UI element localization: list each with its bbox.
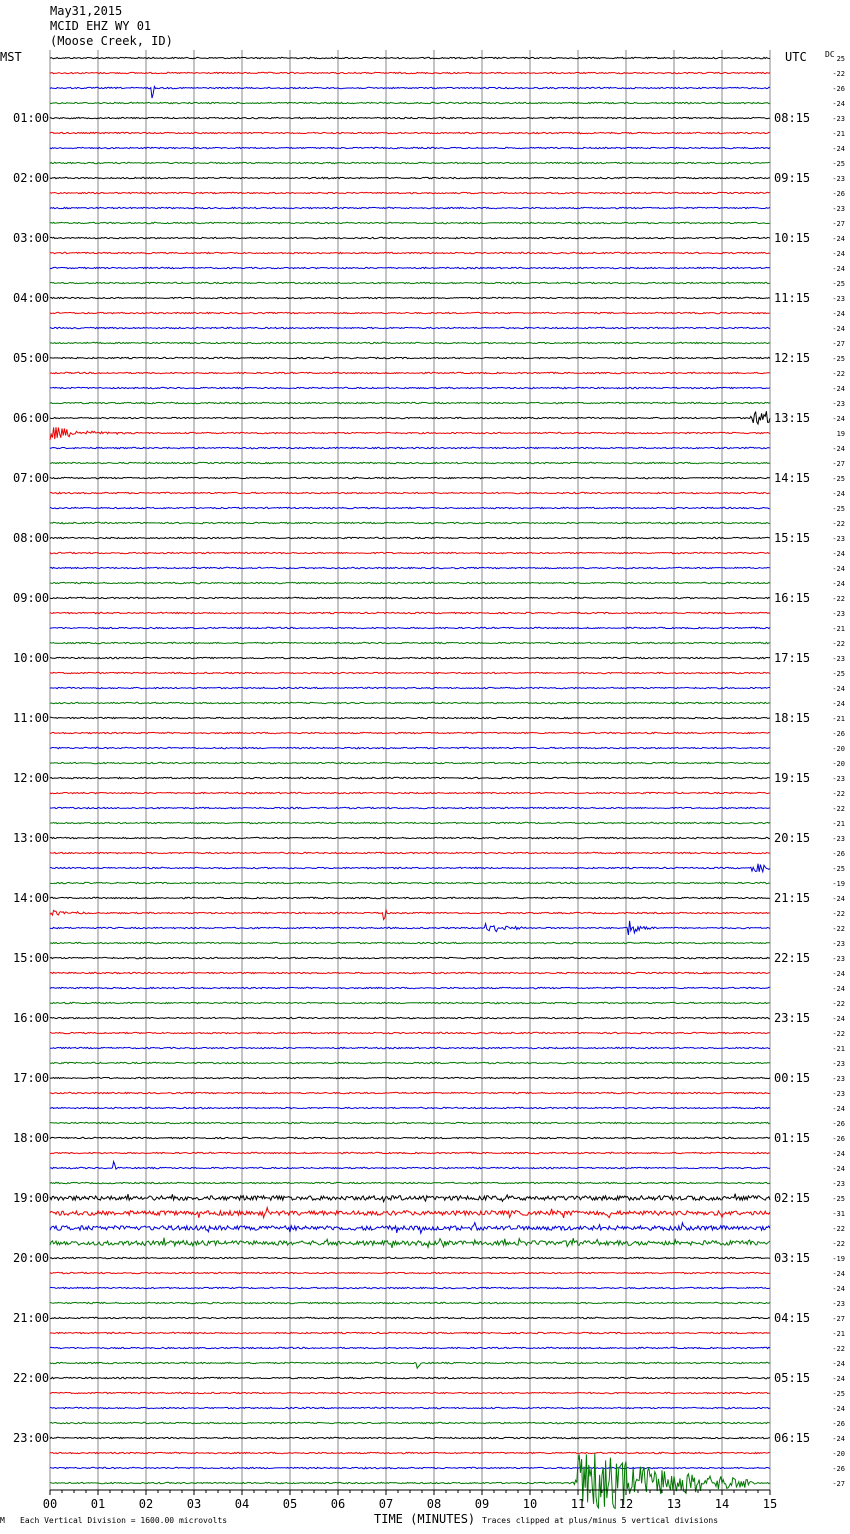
trace-row xyxy=(50,1107,770,1108)
left-hour-label: 13:00 xyxy=(13,831,50,845)
dc-offset-label: -27 xyxy=(832,460,845,468)
dc-offset-label: -26 xyxy=(832,85,845,93)
dc-offset-label: -19 xyxy=(832,1255,845,1263)
dc-offset-label: -23 xyxy=(832,955,845,963)
left-hour-labels xyxy=(13,111,49,1445)
left-hour-label: 01:00 xyxy=(13,111,50,125)
trace-row xyxy=(50,942,770,943)
dc-offset-label: -22 xyxy=(832,790,845,798)
x-tick-label: 09 xyxy=(474,1497,490,1511)
right-hour-label: 22:15 xyxy=(774,951,811,965)
trace-row xyxy=(50,192,770,193)
left-hour-label: 12:00 xyxy=(13,771,50,785)
dc-offset-label: -26 xyxy=(832,730,845,738)
dc-offset-label: -25 xyxy=(832,355,845,363)
trace-row xyxy=(50,972,770,973)
right-hour-label: 17:15 xyxy=(774,651,811,665)
dc-offset-labels xyxy=(832,55,845,1488)
dc-offset-label: -22 xyxy=(832,1000,845,1008)
trace-row xyxy=(50,1377,770,1378)
dc-offset-label: -24 xyxy=(832,235,845,243)
left-hour-label: 23:00 xyxy=(13,1431,50,1445)
dc-offset-label: -24 xyxy=(832,1405,845,1413)
trace-row xyxy=(50,552,770,553)
right-hour-label: 12:15 xyxy=(774,351,811,365)
trace-row xyxy=(50,372,770,373)
dc-offset-label: -23 xyxy=(832,1075,845,1083)
right-hour-label: 00:15 xyxy=(774,1071,811,1085)
trace-row xyxy=(50,1347,770,1348)
dc-offset-label: -21 xyxy=(832,1330,845,1338)
dc-offset-label: -25 xyxy=(832,280,845,288)
dc-offset-label: -24 xyxy=(832,145,845,153)
trace-row xyxy=(50,1047,770,1048)
dc-offset-label: -23 xyxy=(832,610,845,618)
dc-offset-label: 25 xyxy=(836,55,845,63)
trace-row xyxy=(50,1257,770,1258)
dc-offset-label: -21 xyxy=(832,1045,845,1053)
left-hour-label: 17:00 xyxy=(13,1071,50,1085)
trace-row xyxy=(50,342,770,343)
dc-offset-label: -24 xyxy=(832,250,845,258)
dc-offset-label: -25 xyxy=(832,160,845,168)
dc-offset-label: -25 xyxy=(832,670,845,678)
left-hour-label: 02:00 xyxy=(13,171,50,185)
left-hour-label: 06:00 xyxy=(13,411,50,425)
dc-offset-label: -22 xyxy=(832,595,845,603)
dc-offset-label: -24 xyxy=(832,310,845,318)
trace-row xyxy=(50,207,770,208)
dc-offset-header: DC xyxy=(825,50,835,59)
trace-row xyxy=(50,297,770,298)
x-tick-label: 14 xyxy=(714,1497,730,1511)
left-hour-label: 05:00 xyxy=(13,351,50,365)
x-tick-label: 11 xyxy=(570,1497,586,1511)
trace-row xyxy=(50,1407,770,1408)
left-hour-label: 14:00 xyxy=(13,891,50,905)
dc-offset-label: -26 xyxy=(832,850,845,858)
right-hour-label: 06:15 xyxy=(774,1431,811,1445)
trace-row xyxy=(50,702,770,703)
right-hour-label: 01:15 xyxy=(774,1131,811,1145)
right-hour-label: 09:15 xyxy=(774,171,811,185)
dc-offset-label: -25 xyxy=(832,865,845,873)
trace-row xyxy=(50,1208,770,1218)
trace-row xyxy=(50,87,770,99)
trace-row xyxy=(50,1077,770,1078)
dc-offset-label: -20 xyxy=(832,1450,845,1458)
trace-row xyxy=(50,1137,770,1138)
right-hour-label: 05:15 xyxy=(774,1371,811,1385)
dc-offset-label: -23 xyxy=(832,940,845,948)
time-axis xyxy=(43,1490,777,1511)
x-tick-label: 01 xyxy=(90,1497,106,1511)
trace-row xyxy=(50,282,770,283)
trace-row xyxy=(50,237,770,238)
trace-row xyxy=(50,1062,770,1063)
seismic-traces xyxy=(50,57,770,1508)
trace-row xyxy=(50,1162,770,1170)
x-tick-label: 04 xyxy=(234,1497,250,1511)
x-tick-label: 12 xyxy=(618,1497,634,1511)
trace-row xyxy=(50,411,770,424)
trace-row xyxy=(50,657,770,658)
dc-offset-label: -23 xyxy=(832,1180,845,1188)
trace-row xyxy=(50,427,770,440)
dc-offset-label: -24 xyxy=(832,1015,845,1023)
x-tick-label: 15 xyxy=(762,1497,778,1511)
dc-offset-label: -21 xyxy=(832,715,845,723)
trace-row xyxy=(50,792,770,793)
trace-row xyxy=(50,1302,770,1303)
right-hour-label: 10:15 xyxy=(774,231,811,245)
right-hour-label: 02:15 xyxy=(774,1191,811,1205)
dc-offset-label: -20 xyxy=(832,760,845,768)
trace-row xyxy=(50,910,770,920)
dc-offset-label: -23 xyxy=(832,835,845,843)
dc-offset-label: -24 xyxy=(832,1165,845,1173)
trace-row xyxy=(50,921,770,935)
dc-offset-label: -24 xyxy=(832,700,845,708)
dc-offset-label: -24 xyxy=(832,970,845,978)
dc-offset-label: -24 xyxy=(832,490,845,498)
trace-row xyxy=(50,882,770,883)
trace-row xyxy=(50,762,770,763)
x-tick-label: 06 xyxy=(330,1497,346,1511)
dc-offset-label: -23 xyxy=(832,115,845,123)
dc-offset-label: -22 xyxy=(832,925,845,933)
dc-offset-label: -20 xyxy=(832,745,845,753)
trace-row xyxy=(50,162,770,163)
dc-offset-label: -21 xyxy=(832,130,845,138)
dc-offset-label: -24 xyxy=(832,985,845,993)
trace-row xyxy=(50,1182,770,1183)
trace-row xyxy=(50,567,770,568)
trace-row xyxy=(50,987,770,988)
trace-row xyxy=(50,837,770,838)
trace-row xyxy=(50,462,770,463)
trace-row xyxy=(50,897,770,898)
x-tick-label: 07 xyxy=(378,1497,394,1511)
dc-offset-label: -24 xyxy=(832,265,845,273)
dc-offset-label: -24 xyxy=(832,550,845,558)
dc-offset-label: -24 xyxy=(832,580,845,588)
dc-offset-label: -24 xyxy=(832,445,845,453)
dc-offset-label: -22 xyxy=(832,805,845,813)
left-hour-label: 04:00 xyxy=(13,291,50,305)
trace-row xyxy=(50,687,770,688)
trace-row xyxy=(50,777,770,778)
station-code: MCID EHZ WY 01 xyxy=(50,19,152,33)
trace-row xyxy=(50,522,770,523)
right-hour-label: 23:15 xyxy=(774,1011,811,1025)
left-hour-label: 09:00 xyxy=(13,591,50,605)
dc-offset-label: -22 xyxy=(832,1030,845,1038)
dc-offset-label: -23 xyxy=(832,175,845,183)
x-tick-label: 10 xyxy=(522,1497,538,1511)
trace-row xyxy=(50,1152,770,1153)
right-hour-label: 11:15 xyxy=(774,291,811,305)
trace-row xyxy=(50,222,770,223)
right-hour-label: 18:15 xyxy=(774,711,811,725)
dc-offset-label: -24 xyxy=(832,1360,845,1368)
right-hour-label: 20:15 xyxy=(774,831,811,845)
dc-offset-label: -22 xyxy=(832,1345,845,1353)
dc-offset-label: -25 xyxy=(832,1390,845,1398)
dc-offset-label: -23 xyxy=(832,400,845,408)
dc-offset-label: -22 xyxy=(832,640,845,648)
trace-row xyxy=(50,1317,770,1318)
left-hour-label: 08:00 xyxy=(13,531,50,545)
trace-row xyxy=(50,1223,770,1234)
left-timezone-label: MST xyxy=(0,50,22,64)
right-hour-label: 04:15 xyxy=(774,1311,811,1325)
trace-row xyxy=(50,72,770,73)
trace-row xyxy=(50,102,770,103)
plot-date: May31,2015 xyxy=(50,4,123,18)
x-axis-title: TIME (MINUTES) xyxy=(374,1512,476,1526)
trace-row xyxy=(50,852,770,853)
trace-row xyxy=(50,1467,770,1468)
trace-row xyxy=(50,807,770,808)
x-tick-label: 00 xyxy=(42,1497,58,1511)
right-hour-label: 19:15 xyxy=(774,771,811,785)
trace-row xyxy=(50,597,770,598)
station-location: (Moose Creek, ID) xyxy=(50,34,173,48)
trace-row xyxy=(50,447,770,448)
left-hour-label: 10:00 xyxy=(13,651,50,665)
dc-offset-label: -22 xyxy=(832,70,845,78)
right-hour-label: 15:15 xyxy=(774,531,811,545)
dc-offset-label: -31 xyxy=(832,1210,845,1218)
trace-row xyxy=(50,327,770,328)
trace-row xyxy=(50,312,770,313)
right-hour-label: 16:15 xyxy=(774,591,811,605)
left-hour-label: 11:00 xyxy=(13,711,50,725)
dc-offset-label: -21 xyxy=(832,820,845,828)
trace-row xyxy=(50,177,770,178)
dc-offset-label: -26 xyxy=(832,1465,845,1473)
corner-mark: M xyxy=(0,1516,5,1525)
trace-row xyxy=(50,627,770,628)
dc-offset-label: -27 xyxy=(832,1315,845,1323)
x-tick-label: 03 xyxy=(186,1497,202,1511)
trace-row xyxy=(50,507,770,508)
trace-row xyxy=(50,1002,770,1003)
dc-offset-label: -22 xyxy=(832,910,845,918)
dc-offset-label: -24 xyxy=(832,415,845,423)
trace-row xyxy=(50,864,770,872)
dc-offset-label: -26 xyxy=(832,190,845,198)
dc-offset-label: -21 xyxy=(832,625,845,633)
trace-row xyxy=(50,957,770,958)
trace-row xyxy=(50,612,770,613)
dc-offset-label: -22 xyxy=(832,1225,845,1233)
trace-row xyxy=(50,642,770,643)
trace-row xyxy=(50,147,770,148)
trace-row xyxy=(50,1032,770,1033)
trace-row xyxy=(50,357,770,358)
trace-row xyxy=(50,117,770,118)
trace-row xyxy=(50,477,770,478)
trace-row xyxy=(50,132,770,133)
trace-row xyxy=(50,252,770,253)
x-tick-label: 05 xyxy=(282,1497,298,1511)
minute-grid xyxy=(50,50,770,1490)
dc-offset-label: -26 xyxy=(832,1120,845,1128)
trace-row xyxy=(50,747,770,748)
dc-offset-label: -23 xyxy=(832,655,845,663)
trace-row xyxy=(50,402,770,403)
trace-row xyxy=(50,1272,770,1273)
left-hour-label: 15:00 xyxy=(13,951,50,965)
trace-row xyxy=(50,1092,770,1093)
x-tick-label: 02 xyxy=(138,1497,154,1511)
trace-row xyxy=(50,267,770,268)
left-hour-label: 07:00 xyxy=(13,471,50,485)
dc-offset-label: -22 xyxy=(832,370,845,378)
left-hour-label: 20:00 xyxy=(13,1251,50,1265)
trace-row xyxy=(50,717,770,718)
trace-row xyxy=(50,57,770,58)
dc-offset-label: -27 xyxy=(832,1480,845,1488)
trace-row xyxy=(50,582,770,583)
dc-offset-label: -24 xyxy=(832,1150,845,1158)
dc-offset-label: -26 xyxy=(832,1135,845,1143)
trace-row xyxy=(50,1422,770,1423)
left-hour-label: 18:00 xyxy=(13,1131,50,1145)
x-tick-label: 08 xyxy=(426,1497,442,1511)
right-hour-label: 21:15 xyxy=(774,891,811,905)
dc-offset-label: -25 xyxy=(832,505,845,513)
dc-offset-label: -25 xyxy=(832,475,845,483)
trace-row xyxy=(50,1017,770,1018)
trace-row xyxy=(50,387,770,388)
dc-offset-label: -24 xyxy=(832,685,845,693)
dc-offset-label: -23 xyxy=(832,295,845,303)
right-timezone-label: UTC xyxy=(785,50,807,64)
trace-row xyxy=(50,1453,770,1508)
dc-offset-label: -23 xyxy=(832,535,845,543)
dc-offset-label: -24 xyxy=(832,325,845,333)
dc-offset-label: -24 xyxy=(832,1435,845,1443)
right-hour-label: 13:15 xyxy=(774,411,811,425)
dc-offset-label: -27 xyxy=(832,220,845,228)
trace-row xyxy=(50,1194,770,1202)
dc-offset-label: -24 xyxy=(832,1375,845,1383)
scale-note: Each Vertical Division = 1600.00 microvolts xyxy=(20,1516,228,1525)
dc-offset-label: 19 xyxy=(836,430,845,438)
dc-offset-label: -23 xyxy=(832,775,845,783)
trace-row xyxy=(50,1287,770,1288)
right-hour-label: 08:15 xyxy=(774,111,811,125)
dc-offset-label: -24 xyxy=(832,895,845,903)
dc-offset-label: -25 xyxy=(832,1195,845,1203)
left-hour-label: 03:00 xyxy=(13,231,50,245)
trace-row xyxy=(50,1437,770,1438)
dc-offset-label: -24 xyxy=(832,1270,845,1278)
dc-offset-label: -24 xyxy=(832,1285,845,1293)
dc-offset-label: -22 xyxy=(832,1240,845,1248)
trace-row xyxy=(50,672,770,673)
left-hour-label: 22:00 xyxy=(13,1371,50,1385)
left-hour-label: 21:00 xyxy=(13,1311,50,1325)
right-hour-label: 03:15 xyxy=(774,1251,811,1265)
dc-offset-label: -23 xyxy=(832,205,845,213)
clip-note: Traces clipped at plus/minus 5 vertical divisions xyxy=(482,1516,719,1525)
dc-offset-label: -27 xyxy=(832,340,845,348)
trace-row xyxy=(50,1238,770,1248)
trace-row xyxy=(50,732,770,733)
dc-offset-label: -24 xyxy=(832,1105,845,1113)
trace-row xyxy=(50,1332,770,1333)
dc-offset-label: -23 xyxy=(832,1090,845,1098)
right-hour-label: 14:15 xyxy=(774,471,811,485)
dc-offset-label: -24 xyxy=(832,565,845,573)
trace-row xyxy=(50,822,770,823)
trace-row xyxy=(50,1452,770,1453)
trace-row xyxy=(50,492,770,493)
dc-offset-label: -23 xyxy=(832,1300,845,1308)
trace-row xyxy=(50,1122,770,1123)
dc-offset-label: -24 xyxy=(832,100,845,108)
dc-offset-label: -24 xyxy=(832,385,845,393)
trace-row xyxy=(50,537,770,538)
left-hour-label: 16:00 xyxy=(13,1011,50,1025)
dc-offset-label: -19 xyxy=(832,880,845,888)
dc-offset-label: -22 xyxy=(832,520,845,528)
x-tick-label: 13 xyxy=(666,1497,682,1511)
left-hour-label: 19:00 xyxy=(13,1191,50,1205)
trace-row xyxy=(50,1362,770,1368)
trace-row xyxy=(50,1392,770,1393)
dc-offset-label: -26 xyxy=(832,1420,845,1428)
dc-offset-label: -23 xyxy=(832,1060,845,1068)
right-hour-labels xyxy=(774,111,810,1445)
